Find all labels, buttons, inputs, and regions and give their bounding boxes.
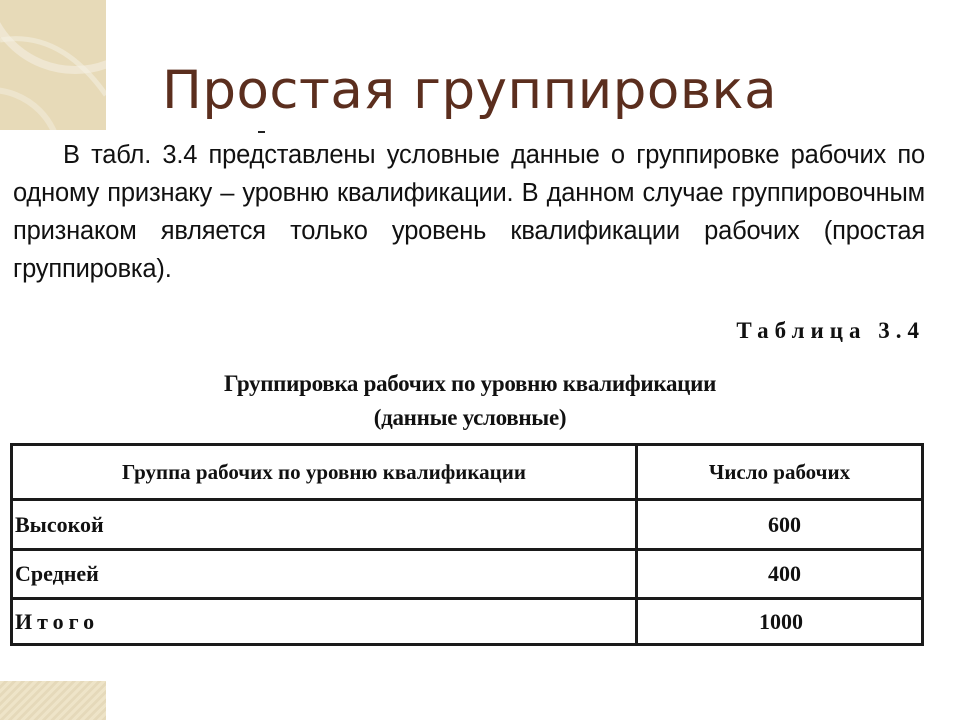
table-header-row	[13, 446, 921, 498]
row-count: 400	[768, 561, 801, 586]
row-count: 1000	[759, 608, 803, 634]
table-row	[13, 501, 921, 548]
grouping-table	[10, 443, 924, 646]
row-group: Итого	[15, 608, 100, 634]
table-title-line1: Группировка рабочих по уровню квалификации	[223, 371, 717, 396]
table-title	[120, 367, 820, 435]
scan-mark	[258, 131, 265, 133]
table-row	[13, 600, 921, 643]
row-group: Высокой	[15, 511, 104, 537]
description-paragraph: В табл. 3.4 представлены условные данные о группировке рабочих по одному признаку – уровню квалификации. В данном случае группировочным признаком является только уровень квалификации рабочих (простая группировка).	[13, 141, 925, 283]
header-count: Число рабочих	[708, 459, 851, 484]
slide-title: Простая группировка	[162, 60, 778, 121]
table-caption: Таблица 3.4	[736, 318, 925, 343]
row-group: Средней	[15, 561, 99, 586]
table-row	[13, 551, 921, 597]
row-count: 600	[768, 511, 801, 537]
header-group: Группа рабочих по уровню квалификации	[13, 446, 638, 498]
table-title-line2: (данные условные)	[373, 405, 567, 430]
